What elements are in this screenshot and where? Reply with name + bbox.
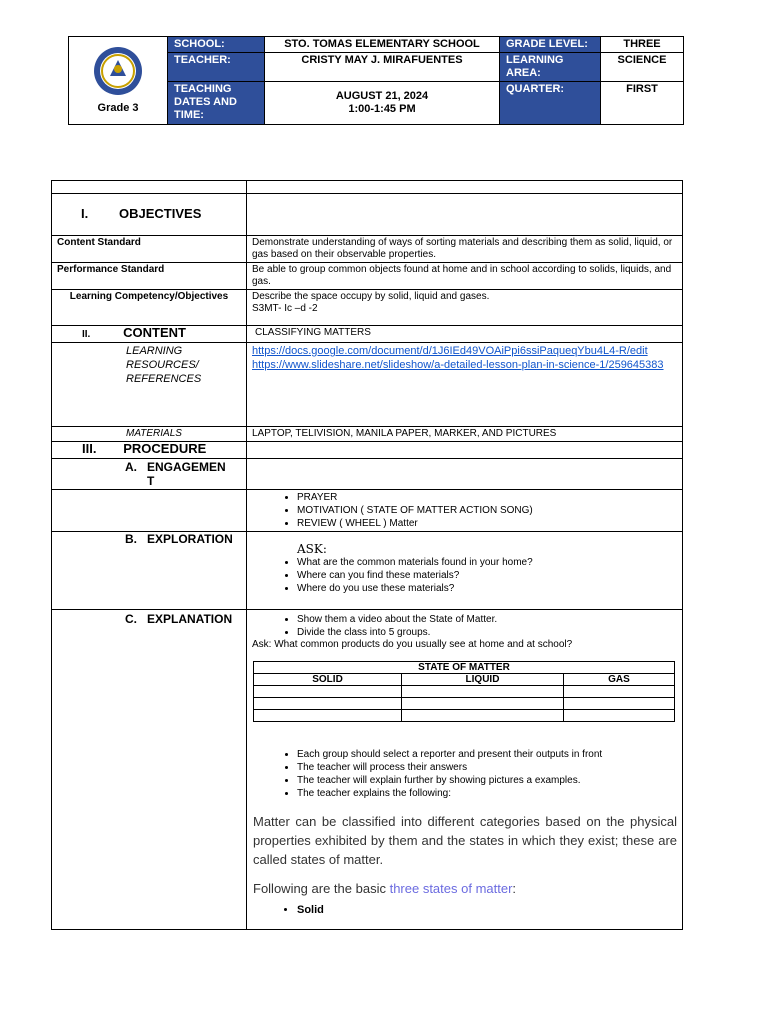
procedure-heading: III. PROCEDURE: [52, 442, 247, 459]
competency-value: Describe the space occupy by solid, liquid and gases.: [252, 291, 490, 302]
exploration-question: • Where can you find these materials?: [297, 569, 677, 582]
teacher-value: CRISTY MAY J. MIRAFUENTES: [265, 53, 500, 82]
liquid-header: LIQUID: [402, 674, 564, 686]
exploration-question: • Where do you use these materials?: [297, 582, 677, 595]
exploration-cell: [247, 532, 683, 610]
engagement-cell: [247, 490, 683, 532]
content-standard-value: Demonstrate understanding of ways of sorting materials and describing them as solid, liquid, or gas based on their observable properties.: [247, 236, 683, 263]
engagement-item: • REVIEW ( WHEEL ) Matter: [297, 517, 677, 530]
competency-label: Learning Competency/Objectives: [52, 290, 247, 326]
school-value: STO. TOMAS ELEMENTARY SCHOOL: [265, 37, 500, 53]
lesson-plan-table: [51, 180, 683, 930]
grade-label: Grade 3: [97, 102, 139, 114]
exploration-heading: B. EXPLORATION: [52, 532, 247, 610]
explanation-cell: [247, 610, 683, 930]
teacher-steps-list: [252, 748, 677, 800]
materials-value: LAPTOP, TELIVISION, MANILA PAPER, MARKER, AND PICTURES: [247, 427, 683, 442]
teacher-step-item: • The teacher will process their answers: [297, 761, 677, 774]
content-value: CLASSIFYING MATTERS: [247, 326, 683, 343]
engagement-heading: A. ENGAGEMEN T: [52, 459, 247, 490]
content-standard-label: Content Standard: [52, 236, 247, 263]
three-states-link[interactable]: three states of matter: [389, 881, 513, 896]
school-label: SCHOOL:: [168, 37, 265, 53]
content-heading: II. CONTENT: [52, 326, 247, 343]
header-table: [68, 36, 684, 125]
engagement-item: • PRAYER: [297, 491, 677, 504]
following-line: Following are the basic three states of matter:: [253, 881, 517, 896]
teacher-step-item: • The teacher explains the following:: [297, 787, 677, 800]
teacher-step-item: • Each group should select a reporter and present their outputs in front: [297, 748, 677, 761]
date-value: AUGUST 21, 2024: [335, 90, 429, 102]
states-list: [252, 904, 677, 917]
grade-level-label: GRADE LEVEL:: [500, 37, 601, 53]
engagement-item: • MOTIVATION ( STATE OF MATTER ACTION SONG): [297, 504, 677, 517]
performance-standard-label: Performance Standard: [52, 263, 247, 290]
state-of-matter-table: [253, 661, 675, 722]
deped-seal-icon: [93, 46, 143, 96]
teacher-step-item: • The teacher will explain further by showing pictures a examples.: [297, 774, 677, 787]
learning-area-value: SCIENCE: [601, 53, 684, 82]
matter-paragraph: Matter can be classified into different categories based on the physical properties exhibited by them and the states in which they exist; these are called states of matter.: [253, 814, 677, 867]
ask-label: ASK:: [297, 542, 327, 556]
solid-header: SOLID: [254, 674, 402, 686]
teaching-dates-label: TEACHING DATES AND TIME:: [168, 82, 265, 125]
explanation-item: • Show them a video about the State of Matter.: [297, 613, 677, 626]
explanation-item: • Divide the class into 5 groups.: [297, 626, 677, 639]
competency-code: S3MT- Ic –d -2: [252, 303, 318, 314]
resources-label: LEARNING RESOURCES/ REFERENCES: [52, 343, 247, 427]
quarter-value: FIRST: [601, 82, 684, 125]
explanation-list: [252, 613, 677, 639]
time-value: 1:00-1:45 PM: [348, 103, 416, 115]
engagement-list: [252, 491, 677, 530]
materials-label: MATERIALS: [52, 427, 247, 442]
gas-header: GAS: [563, 674, 674, 686]
logo-cell: [69, 37, 168, 125]
teacher-label: TEACHER:: [168, 53, 265, 82]
explanation-ask: Ask: What common products do you usually see at home and at school?: [252, 639, 573, 650]
date-time-cell: [265, 82, 500, 125]
reference-link-2[interactable]: https://www.slideshare.net/slideshow/a-detailed-lesson-plan-in-science-1/259645383: [252, 359, 664, 371]
reference-link-1[interactable]: https://docs.google.com/document/d/1J6IEd49VOAiPpi6ssiPaqueqYbu4L4-R/edit: [252, 345, 648, 357]
quarter-label: QUARTER:: [500, 82, 601, 125]
solid-item: • Solid: [297, 904, 677, 917]
explanation-heading: C. EXPLANATION: [52, 610, 247, 930]
performance-standard-value: Be able to group common objects found at home and in school according to solids, liquids, and gas.: [247, 263, 683, 290]
exploration-list: [252, 556, 677, 595]
objectives-heading: I. OBJECTIVES: [52, 194, 247, 236]
learning-area-label: LEARNING AREA:: [500, 53, 601, 82]
grade-level-value: THREE: [601, 37, 684, 53]
competency-cell: [247, 290, 683, 326]
resources-cell: [247, 343, 683, 427]
exploration-question: • What are the common materials found in your home?: [297, 556, 677, 569]
state-of-matter-title: STATE OF MATTER: [254, 662, 675, 674]
